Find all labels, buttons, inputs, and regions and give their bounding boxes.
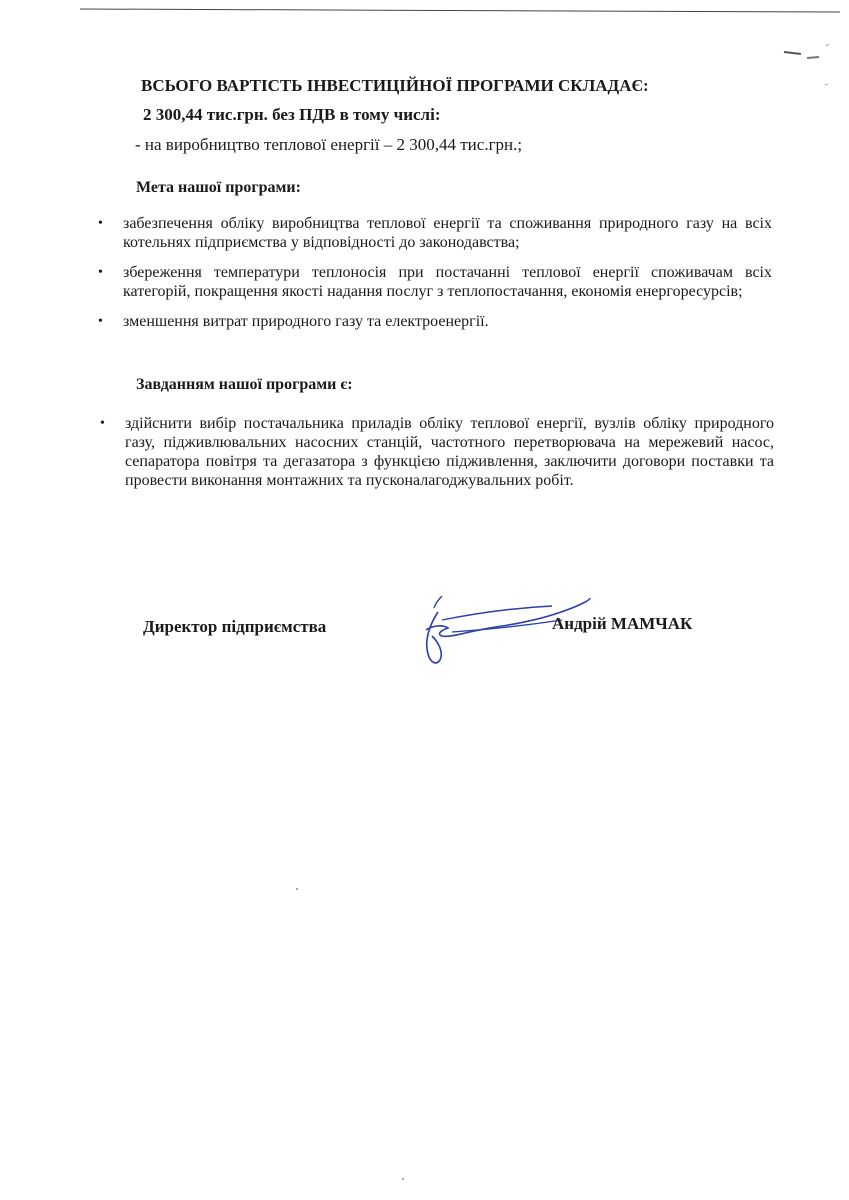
list-item <box>100 414 774 490</box>
total-cost-item: - на виробництво теплової енергії – 2 300,44 тис.грн.; <box>135 135 523 154</box>
director-name: Андрій МАМЧАК <box>552 614 693 633</box>
bullet-icon: • <box>98 314 103 329</box>
goal-text: збереження температури теплоносія при постачанні теплової енергії споживачам всіх категорій, покращення якості надання послуг з теплопостачання, економія енергоресурсів; <box>123 264 772 300</box>
tasks-list <box>100 414 774 490</box>
total-cost-amount: 2 300,44 тис.грн. без ПДВ в тому числі: <box>143 105 441 124</box>
list-item <box>98 214 772 252</box>
tasks-title: Завданням нашої програми є: <box>136 376 353 393</box>
bullet-icon: • <box>100 416 105 431</box>
goal-text: забезпечення обліку виробництва теплової енергії та споживання природного газу на всіх котельнях підприємства у відповідності до законодавства; <box>123 215 772 251</box>
scan-speck <box>402 1178 404 1180</box>
director-position: Директор підприємства <box>143 617 327 636</box>
scan-speck <box>296 888 298 890</box>
goals-list <box>98 214 772 342</box>
list-item <box>98 263 772 301</box>
task-text: здійснити вибір постачальника приладів обліку теплової енергії, вузлів обліку природного газу, підживлювальних насосних станцій, частотного перетворювача на мережевий насос, сепаратора повітря та дегазатора з функцією підживлення, заключити договори поставки та провести виконання монтажних та пусконалагоджувальних робіт. <box>125 415 774 489</box>
total-cost-title: ВСЬОГО ВАРТІСТЬ ІНВЕСТИЦІЙНОЇ ПРОГРАМИ СКЛАДАЄ: <box>141 76 649 95</box>
goals-title: Мета нашої програми: <box>136 179 301 196</box>
bullet-icon: • <box>98 265 103 280</box>
bullet-icon: • <box>98 216 103 231</box>
scan-marks <box>779 40 839 100</box>
goal-text: зменшення витрат природного газу та електроенергії. <box>123 313 489 330</box>
list-item <box>98 312 772 331</box>
scan-edge-line <box>80 8 840 14</box>
